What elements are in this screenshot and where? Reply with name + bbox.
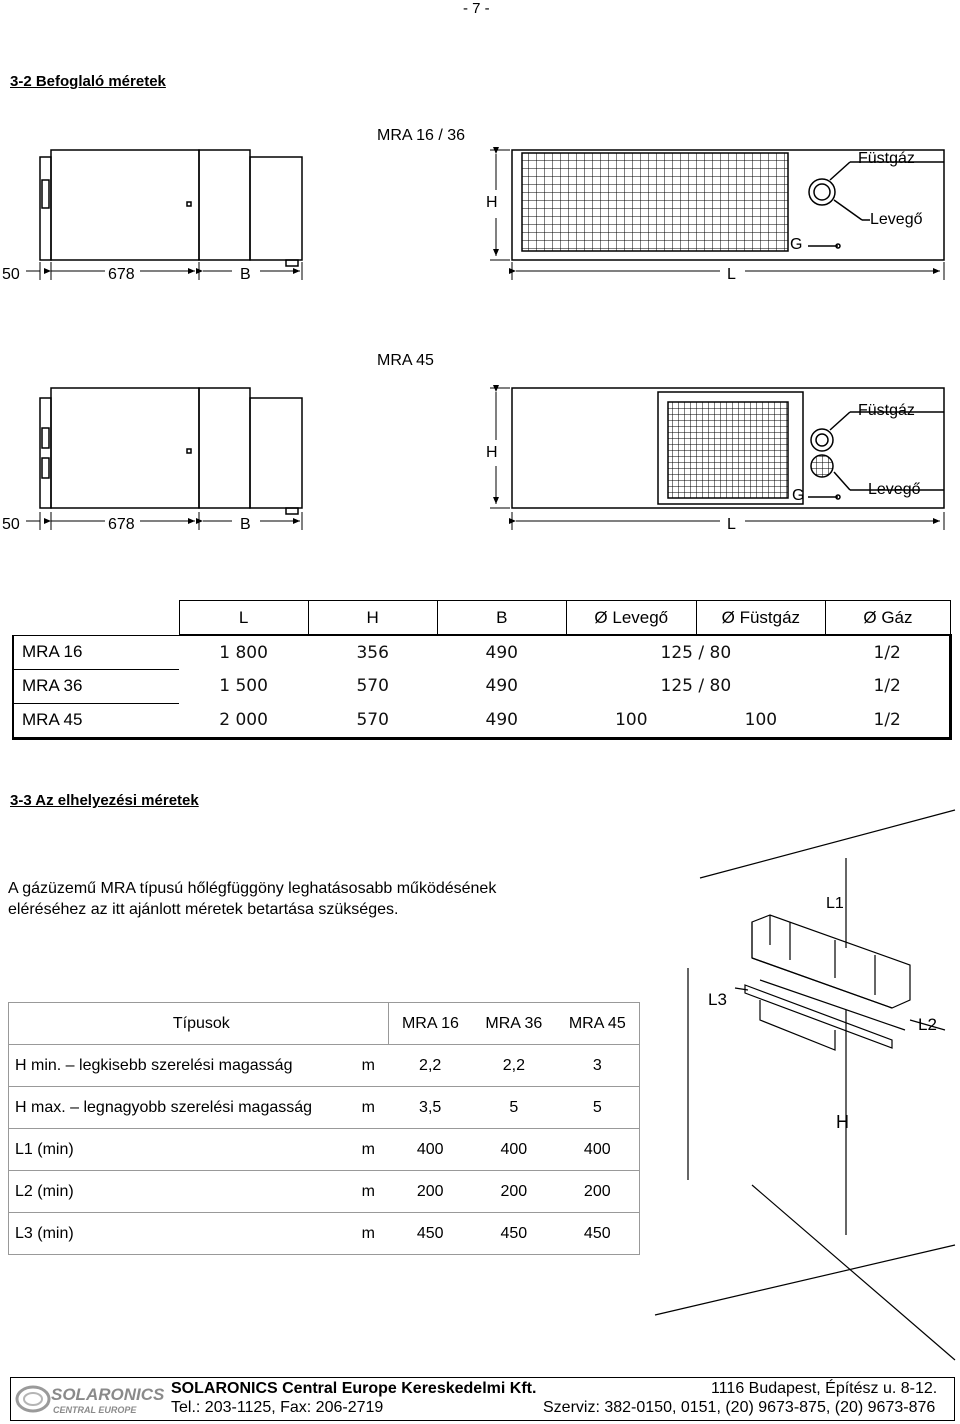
table-header-row: Típusok MRA 16 MRA 36 MRA 45	[9, 1003, 640, 1045]
company-phone: Tel.: 203-1125, Fax: 206-2719	[171, 1399, 384, 1416]
table-row: L2 (min) m 200 200 200	[9, 1171, 640, 1213]
footer	[10, 1377, 955, 1421]
diagram-title-mra45: MRA 45	[377, 352, 434, 369]
solaronics-logo	[13, 1381, 163, 1417]
logo-subtext: CENTRAL EUROPE	[53, 1405, 137, 1415]
logo-text: SOLARONICS	[51, 1385, 165, 1404]
header-levego: Ø Levegő	[566, 601, 696, 636]
label-l2: L2	[918, 1015, 937, 1034]
front-view-2	[40, 388, 302, 514]
label-levego: Levegő	[870, 211, 923, 228]
section-title-placement: 3-3 Az elhelyezési méretek	[10, 792, 199, 809]
dim-50: 50	[2, 516, 20, 533]
company-address: 1116 Budapest, Építész u. 8-12.	[711, 1380, 938, 1397]
label-l1: L1	[826, 895, 844, 912]
model-name: MRA 45	[13, 703, 179, 738]
dim-50: 50	[2, 266, 20, 283]
service-phone: Szerviz: 382-0150, 0151, (20) 9673-875, (20) 9673-876	[543, 1399, 936, 1416]
model-name: MRA 36	[13, 669, 179, 703]
dim-h: H	[486, 444, 498, 461]
dim-l: L	[727, 266, 736, 283]
header-gaz: Ø Gáz	[825, 601, 950, 636]
front-view-1	[40, 150, 302, 266]
placement-diagram	[655, 810, 955, 1360]
page-number: - 7 -	[463, 0, 490, 17]
label-fustgaz: Füstgáz	[858, 150, 915, 167]
company-name: SOLARONICS Central Europe Kereskedelmi Kft.	[171, 1380, 537, 1397]
table-row: MRA 16 1 800 356 490 125 / 80 1/2	[13, 635, 951, 669]
dim-678: 678	[108, 266, 135, 283]
label-g: G	[790, 236, 803, 253]
table-row: L1 (min) m 400 400 400	[9, 1129, 640, 1171]
label-h: H	[836, 1112, 849, 1132]
diagram-title-mra16-36: MRA 16 / 36	[377, 127, 466, 144]
label-levego: Levegő	[868, 481, 921, 498]
model-name: MRA 16	[13, 635, 179, 669]
header-fustgaz: Ø Füstgáz	[696, 601, 825, 636]
header-b: B	[437, 601, 566, 636]
header-types: Típusok	[9, 1003, 389, 1045]
paragraph-line-2: eléréséhez az itt ajánlott méretek betartása szükséges.	[8, 901, 399, 918]
table-row: MRA 45 2 000 570 490 100 100 1/2	[13, 703, 951, 738]
table-row: H max. – legnagyobb szerelési magasság m 3,5 5 5	[9, 1087, 640, 1129]
dim-b: B	[240, 516, 251, 533]
table-row: L3 (min) m 450 450 450	[9, 1213, 640, 1255]
dim-b: B	[240, 266, 251, 283]
dim-l: L	[727, 516, 736, 533]
dim-678: 678	[108, 516, 135, 533]
label-fustgaz: Füstgáz	[858, 402, 915, 419]
section-title-dimensions: 3-2 Befoglaló méretek	[10, 73, 166, 90]
dimension-table	[12, 600, 952, 740]
paragraph-line-1: A gázüzemű MRA típusú hőlégfüggöny leghatásosabb működésének	[8, 880, 497, 897]
label-g: G	[792, 487, 805, 504]
table-row: MRA 36 1 500 570 490 125 / 80 1/2	[13, 669, 951, 703]
dim-h: H	[486, 194, 498, 211]
table-row: H min. – legkisebb szerelési magasság m 2,2 2,2 3	[9, 1045, 640, 1087]
label-l3: L3	[708, 990, 727, 1009]
header-l: L	[179, 601, 308, 636]
header-h: H	[308, 601, 437, 636]
placement-table	[8, 1002, 640, 1255]
